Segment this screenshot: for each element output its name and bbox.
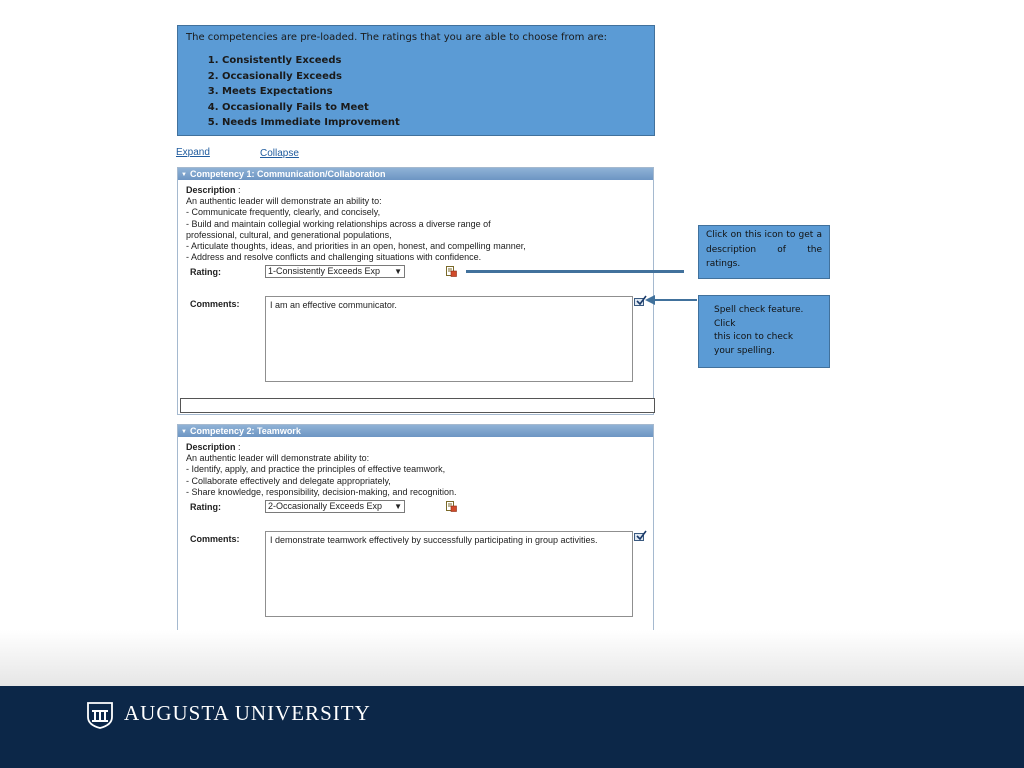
spell-check-callout-line: Spell check feature. [714, 305, 804, 315]
collapse-link[interactable]: Collapse [260, 148, 299, 159]
university-shield-icon [86, 701, 114, 729]
rating-select[interactable] [265, 500, 405, 513]
comments-label: Comments: [190, 534, 240, 544]
ratings-icon-callout: Click on this icon to get a description of the ratings. [698, 225, 830, 279]
expand-link[interactable]: Expand [176, 147, 210, 158]
description-line: - Articulate thoughts, ideas, and priorities in an open, honest, and compelling manner, [186, 241, 526, 252]
description-label: Description [186, 185, 236, 195]
spell-check-callout [698, 295, 830, 368]
competency-1-header[interactable] [178, 168, 653, 180]
description-line: - Address and resolve conflicts and challenging situations with confidence. [186, 252, 482, 263]
ratings-description-icon[interactable] [446, 501, 457, 512]
competency-2-title: Competency 2: Teamwork [189, 426, 301, 436]
rating-label: Rating: [190, 267, 221, 277]
description-line: - Build and maintain collegial working relationships across a diverse range of [186, 218, 491, 229]
rating-option: 4. Occasionally Fails to Meet [222, 100, 400, 116]
competency-1-panel [177, 167, 654, 415]
competency-2-panel [177, 424, 654, 650]
info-intro: The competencies are pre-loaded. The ratings that you are able to choose from are: [186, 32, 608, 43]
competency-2-description [186, 442, 456, 498]
rating-option: 5. Needs Immediate Improvement [222, 115, 400, 131]
ratings-list [186, 53, 400, 131]
competency-1-title: Competency 1: Communication/Collaboration [189, 169, 386, 179]
chevron-down-icon: ▼ [394, 267, 402, 276]
description-colon: : [235, 442, 241, 452]
collapse-triangle-icon[interactable]: ▼ [181, 172, 187, 178]
rating-option: 1. Consistently Exceeds [222, 53, 400, 69]
comment-textarea[interactable]: I am an effective communicator. [265, 296, 633, 382]
description-line: professional, cultural, and generational populations, [186, 229, 392, 240]
description-line: - Share knowledge, responsibility, decision-making, and recognition. [186, 486, 457, 497]
description-colon: : [235, 185, 241, 195]
description-line: - Identify, apply, and practice the principles of effective teamwork, [186, 464, 446, 475]
description-line: An authentic leader will demonstrate ability to: [186, 453, 370, 464]
rating-option: 2. Occasionally Exceeds [222, 69, 400, 85]
ratings-info-box [177, 25, 655, 136]
competency-1-description [186, 185, 526, 263]
competency-2-header[interactable] [178, 425, 653, 437]
spell-check-callout-line: Click [714, 318, 736, 329]
callout-pointer-arrow [653, 299, 697, 301]
spell-check-icon[interactable] [634, 530, 647, 542]
description-line: - Collaborate effectively and delegate appropriately, [186, 475, 391, 486]
university-name: AUGUSTA UNIVERSITY [124, 701, 371, 725]
rating-select-value: 1-Consistently Exceeds Exp [268, 266, 381, 276]
description-label: Description [186, 442, 236, 452]
callout-pointer-line [466, 270, 684, 273]
footer-bar [0, 686, 1024, 768]
rating-select[interactable] [265, 265, 405, 278]
spell-check-callout-line: this icon to check [714, 331, 794, 342]
comment-textarea[interactable]: I demonstrate teamwork effectively by successfully participating in group activities. [265, 531, 633, 617]
rating-select-value: 2-Occasionally Exceeds Exp [268, 501, 383, 511]
description-line: An authentic leader will demonstrate an ability to: [186, 196, 382, 207]
ratings-description-icon[interactable] [446, 266, 457, 277]
arrow-head-icon [645, 295, 655, 305]
footer-fade [0, 630, 1024, 686]
comments-label: Comments: [190, 299, 240, 309]
spell-check-callout-line: your spelling. [714, 346, 775, 356]
section-bar [180, 398, 655, 413]
chevron-down-icon: ▼ [394, 502, 402, 511]
rating-option: 3. Meets Expectations [222, 84, 400, 100]
collapse-triangle-icon[interactable]: ▼ [181, 429, 187, 435]
description-line: - Communicate frequently, clearly, and concisely, [186, 207, 381, 218]
rating-label: Rating: [190, 502, 221, 512]
